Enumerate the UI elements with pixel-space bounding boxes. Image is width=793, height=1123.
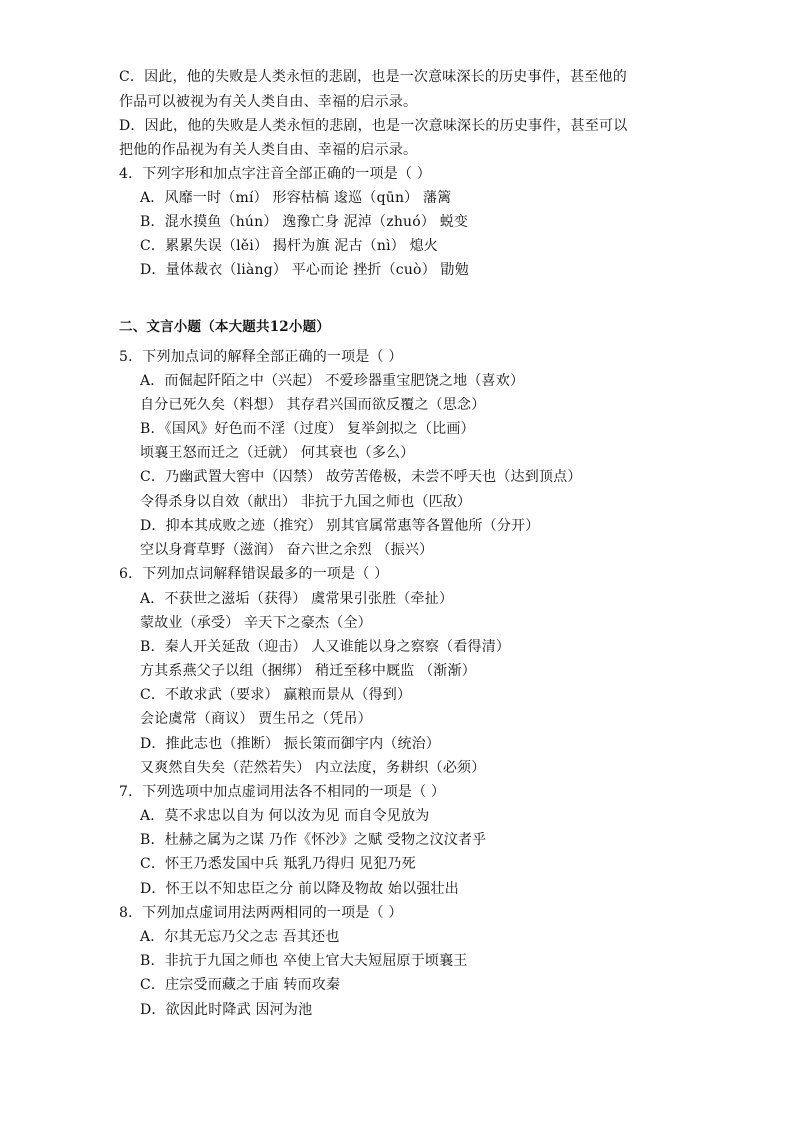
q5-option-c-line1: C．乃幽武置大窖中（囚禁） 故劳苦倦极，未尝不呼天也（达到顶点） — [140, 469, 582, 485]
q8-option-a: A．尔其无忘乃父之志 吾其还也 — [140, 929, 340, 945]
q8-stem: 8．下列加点虚词用法两两相同的一项是（ ） — [119, 905, 403, 921]
q7-option-c: C．怀王乃悉发国中兵 羝乳乃得归 见犯乃死 — [140, 856, 416, 872]
q3-option-d-line2: 把他的作品视为有关人类自由、幸福的启示录。 — [119, 142, 418, 158]
q8-option-c: C．庄宗受而藏之于庙 转而攻秦 — [140, 977, 341, 993]
q5-option-a-line2: 自分已死久矣（料想） 其存君兴国而欲反覆之（思念） — [140, 397, 486, 413]
q5-option-d-line2: 空以身膏草野（滋润） 奋六世之余烈 （振兴） — [140, 542, 434, 558]
q5-stem: 5．下列加点词的解释全部正确的一项是（ ） — [119, 349, 403, 365]
q7-option-b: B．杜赫之属为之谋 乃作《怀沙》之赋 受物之汶汶者乎 — [140, 832, 487, 848]
q6-option-c-line2: 会论虞常（商议） 贾生吊之（凭吊） — [140, 711, 372, 727]
q6-option-b-line2: 方其系燕父子以组（捆绑） 稍迁至移中厩监 （渐渐） — [140, 663, 476, 679]
q5-option-c-line2: 令得杀身以自效（献出） 非抗于九国之师也（匹敌） — [140, 494, 472, 510]
q5-option-d-line1: D．抑本其成败之迹（推究） 别其官属常惠等各置他所（分开） — [140, 518, 540, 534]
q5-option-a-line1: A．而倔起阡陌之中（兴起） 不爱珍器重宝肥饶之地（喜欢） — [140, 373, 525, 389]
q5-option-b-line2: 顷襄王怒而迁之（迁就） 何其衰也（多么） — [140, 445, 415, 461]
q3-option-d-line1: D．因此，他的失败是人类永恒的悲剧，也是一次意味深长的历史事件，甚至可以 — [119, 118, 628, 134]
q4-option-c: C．累累失误（lěi） 揭杆为旗 泥古（nì） 熄火 — [140, 238, 438, 254]
q6-stem: 6．下列加点词解释错误最多的一项是（ ） — [119, 566, 389, 582]
q4-option-d: D．量体裁衣（liàng） 平心而论 挫折（cuò） 勖勉 — [140, 262, 469, 278]
q6-option-c-line1: C．不敢求武（要求） 赢粮而景从（得到） — [140, 687, 412, 703]
q7-option-a: A．莫不求忠以自为 何以汝为见 而自令见放为 — [140, 808, 430, 824]
q4-option-a: A．风靡一时（mí） 形容枯槁 逡巡（qūn） 藩篱 — [140, 190, 452, 206]
q3-option-c-line2: 作品可以被视为有关人类自由、幸福的启示录。 — [119, 94, 418, 110]
section-heading: 二、文言小题（本大题共12小题） — [119, 319, 330, 335]
q5-option-b-line1: B．《国风》好色而不淫（过度） 复举剑拟之（比画） — [140, 421, 475, 437]
q8-option-b: B．非抗于九国之师也 卒使上官大夫短屈原于顷襄王 — [140, 953, 468, 969]
q6-option-a-line2: 蒙故业（承受） 辛天下之豪杰（全） — [140, 615, 372, 631]
q8-option-d: D．欲因此时降武 因河为池 — [140, 1002, 313, 1018]
q6-option-a-line1: A．不获世之滋垢（获得） 虞常果引张胜（牵扯） — [140, 591, 454, 607]
q6-option-d-line2: 又爽然自失矣（茫然若失） 内立法度，务耕织（必须） — [140, 760, 486, 776]
q7-option-d: D．怀王以不知忠臣之分 前以降及物故 始以强壮出 — [140, 881, 459, 897]
q3-option-c-line1: C．因此，他的失败是人类永恒的悲剧，也是一次意味深长的历史事件，甚至他的 — [119, 69, 627, 85]
q6-option-d-line1: D．推此志也（推断） 振长策而御宇内（统治） — [140, 736, 441, 752]
q6-option-b-line1: B．秦人开关延敌（迎击） 人又谁能以身之察察（看得清） — [140, 639, 511, 655]
q7-stem: 7．下列选项中加点虚词用法各不相同的一项是（ ） — [119, 784, 446, 800]
q4-stem: 4．下列字形和加点字注音全部正确的一项是（ ） — [119, 166, 431, 182]
q4-option-b: B．混水摸鱼（hún） 逸豫亡身 泥淖（zhuó） 蜕变 — [140, 214, 469, 230]
